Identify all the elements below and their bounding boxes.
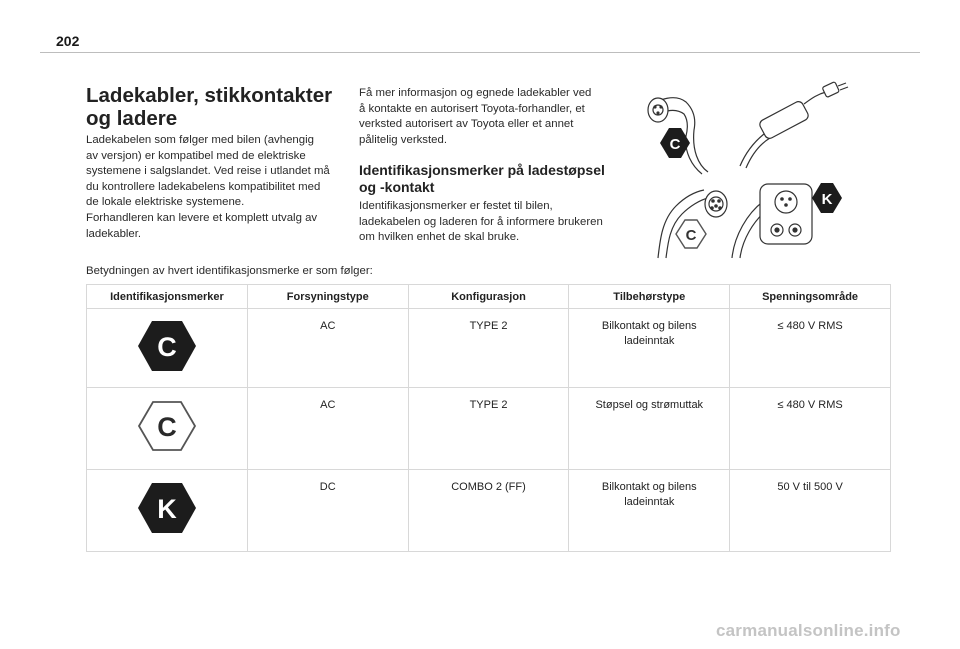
text-line: Få mer informasjon og egnede ladekabler ved: [359, 87, 592, 99]
section-body: [86, 133, 341, 242]
page-number: 202: [56, 33, 80, 49]
cell-line: ladeinntak: [624, 335, 675, 347]
text-line: verksted autorisert av Toyota eller et annet: [359, 118, 574, 131]
subsection-body: [359, 199, 614, 246]
table-intro: Betydningen av hvert identifikasjonsmerke er som følger:: [86, 265, 373, 277]
mark-cell: [87, 388, 248, 470]
text-line: systemene i salgslandet. Ved reise i utlandet må: [86, 165, 330, 178]
site-watermark: carmanualsonline.info: [716, 621, 901, 640]
config-cell: TYPE 2: [408, 388, 569, 470]
mark-cell: [87, 470, 248, 552]
voltage-cell: ≤ 480 V RMS: [730, 388, 891, 470]
badge-c-filled-icon: [136, 319, 198, 373]
accessory-cell: [569, 388, 730, 470]
text-line: du kontrollere ladekabelens kompatibilitet med: [86, 180, 321, 193]
svg-text:C: C: [669, 136, 681, 153]
identification-marks-table: [86, 284, 891, 552]
config-cell: COMBO 2 (FF): [408, 470, 569, 552]
text-line: de lokale elektriske systemene.: [86, 196, 245, 209]
dealer-info-paragraph: [359, 86, 614, 148]
section-title: Ladekabler, stikkontakter og ladere: [86, 84, 333, 130]
badge-k-filled-icon: [136, 481, 198, 535]
table-row: [87, 388, 891, 470]
column-header: Forsyningstype: [247, 285, 408, 309]
charging-cable-control-box-icon: [740, 82, 848, 168]
badge-k-filled-icon: [812, 183, 842, 213]
voltage-cell: 50 V til 500 V: [730, 470, 891, 552]
badge-c-filled-icon: [660, 128, 690, 158]
badge-c-outline-icon: [676, 220, 706, 248]
supply-cell: AC: [247, 309, 408, 388]
badge-letter: C: [157, 412, 177, 442]
text-line: Identifikasjonsmerker er festet til bilen,: [359, 200, 553, 212]
column-header: Konfigurasjon: [408, 285, 569, 309]
config-cell: TYPE 2: [408, 309, 569, 388]
badge-letter: C: [157, 331, 177, 362]
text-line: å kontakte en autorisert Toyota-forhandler, et: [359, 102, 585, 115]
column-header: Tilbehørstype: [569, 285, 730, 309]
header-divider: [40, 52, 920, 53]
column-header: Spenningsområde: [730, 285, 891, 309]
table-header-row: [87, 285, 891, 309]
cell-line: Støpsel og strømuttak: [595, 399, 704, 411]
cell-line: Bilkontakt og bilens: [601, 481, 697, 493]
table-row: [87, 470, 891, 552]
badge-letter: K: [157, 494, 177, 524]
text-line: Forhandleren kan levere et komplett utvalg av: [86, 211, 318, 224]
vehicle-charging-inlet-icon: [732, 184, 812, 258]
text-line: ladekabler.: [86, 227, 142, 240]
svg-text:K: K: [821, 191, 833, 208]
cell-line: ladeinntak: [624, 496, 675, 508]
column-header: Identifikasjonsmerker: [87, 285, 248, 309]
text-line: ladekabelen og laderen for å informere brukeren: [359, 215, 603, 228]
svg-text:C: C: [685, 227, 697, 244]
badge-c-outline-icon: [136, 399, 198, 453]
charging-connectors-illustration: [636, 80, 850, 260]
accessory-cell: [569, 309, 730, 388]
supply-cell: AC: [247, 388, 408, 470]
voltage-cell: ≤ 480 V RMS: [730, 309, 891, 388]
subsection-title: Identifikasjonsmerker på ladestøpsel og -kontakt: [359, 162, 605, 195]
cell-line: Bilkontakt og bilens: [601, 320, 697, 332]
mark-cell: [87, 309, 248, 388]
accessory-cell: [569, 470, 730, 552]
supply-cell: DC: [247, 470, 408, 552]
text-line: om hvilken enhet de skal bruke.: [359, 231, 520, 244]
text-line: pålitelig verksted.: [359, 133, 448, 146]
table-row: [87, 309, 891, 388]
text-line: Ladekabelen som følger med bilen (avhengig: [86, 134, 314, 146]
text-line: av versjon) er kompatibel med de elektriske: [86, 149, 306, 162]
